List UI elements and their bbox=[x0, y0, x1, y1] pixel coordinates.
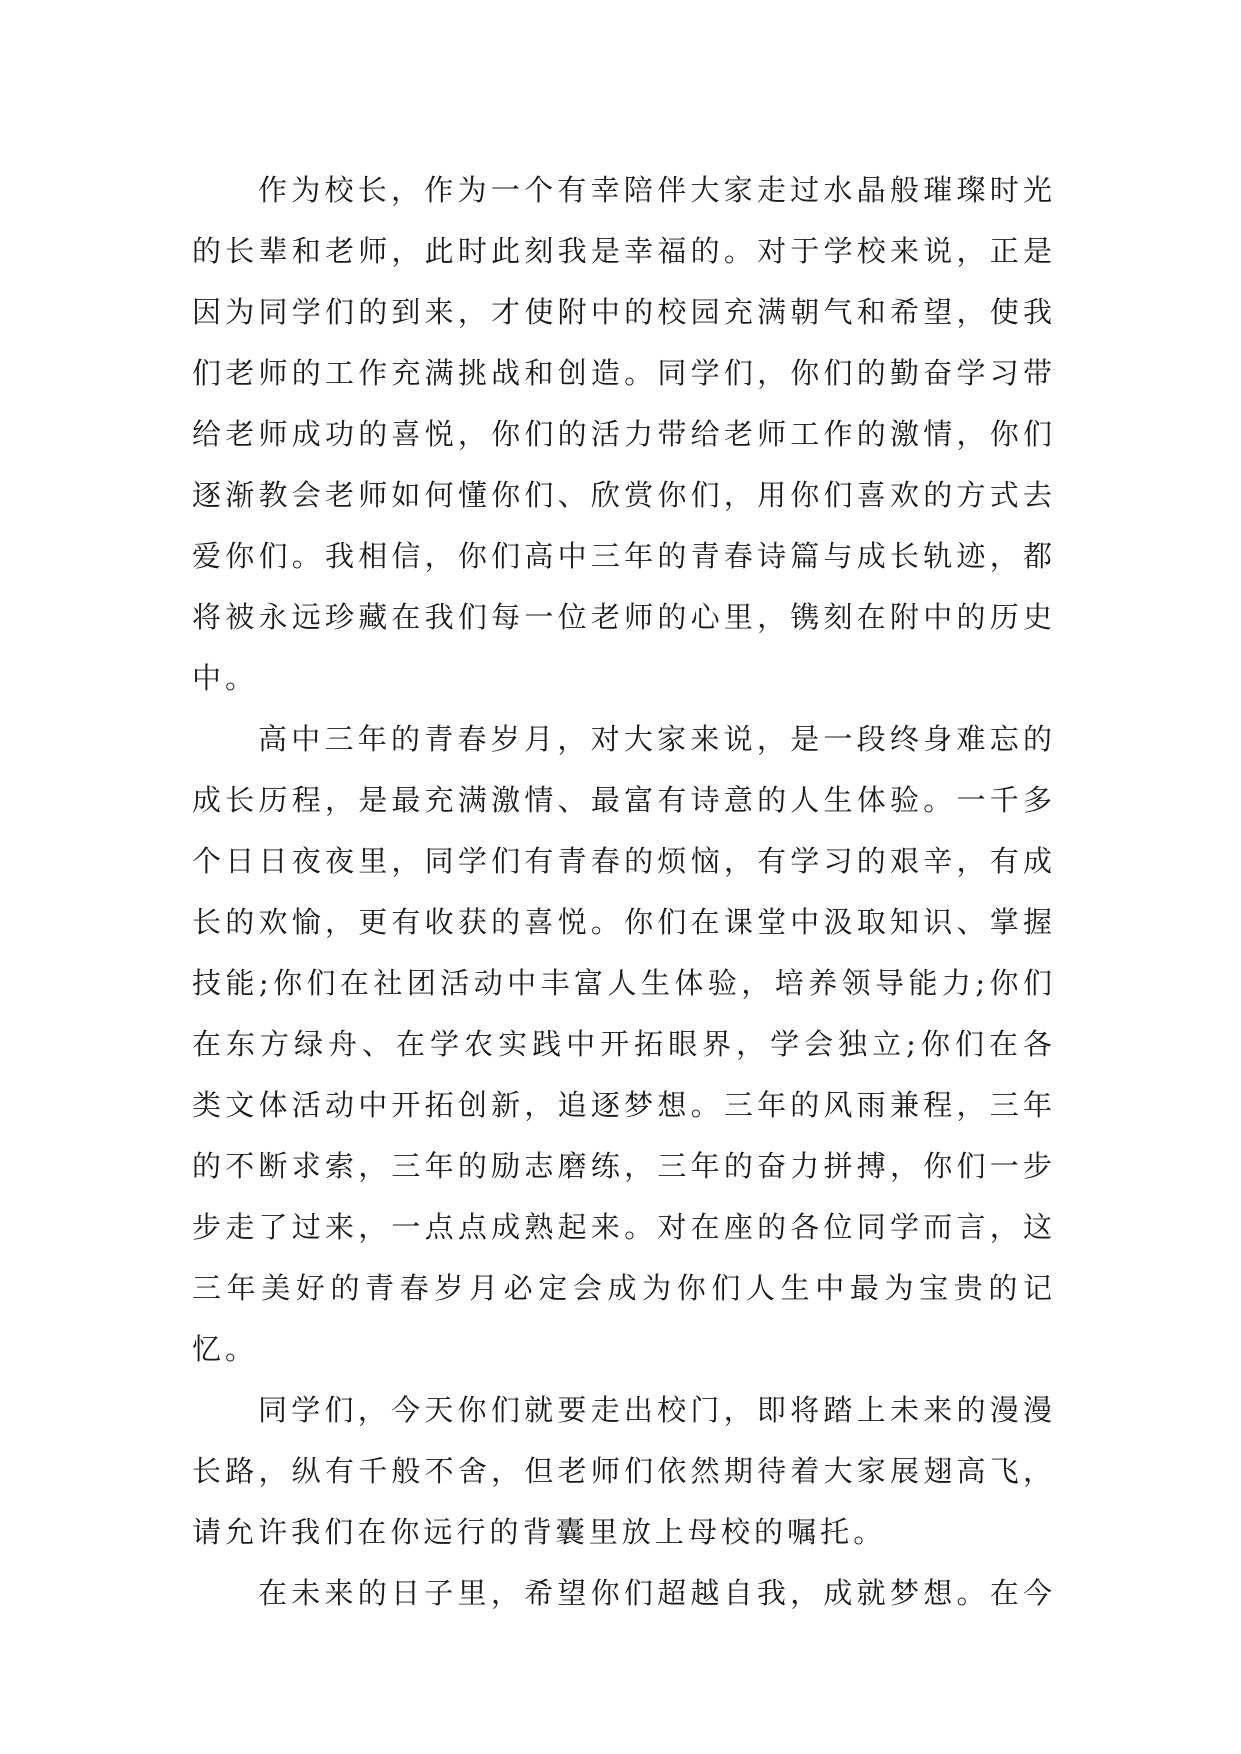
paragraph-line: 忆。 bbox=[192, 1332, 259, 1366]
paragraph-line: 逐渐教会老师如何懂你们、欣赏你们，用你们喜欢的方式去 bbox=[192, 478, 1052, 512]
paragraph-line: 高中三年的青春岁月，对大家来说，是一段终身难忘的 bbox=[258, 722, 1052, 756]
paragraph-3 bbox=[192, 1380, 1052, 1563]
paragraph-line: 的不断求索，三年的励志磨练，三年的奋力拼搏，你们一步 bbox=[192, 1149, 1052, 1183]
paragraph-line: 中。 bbox=[192, 661, 259, 695]
paragraph-line: 技能;你们在社团活动中丰富人生体验，培养领导能力;你们 bbox=[192, 966, 1052, 1000]
paragraph-line: 长路，纵有千般不舍，但老师们依然期待着大家展翅高飞， bbox=[192, 1454, 1052, 1488]
paragraph-line: 将被永远珍藏在我们每一位老师的心里，镌刻在附中的历史 bbox=[192, 600, 1052, 634]
paragraph-line: 个日日夜夜里，同学们有青春的烦恼，有学习的艰辛，有成 bbox=[192, 844, 1052, 878]
paragraph-line: 请允许我们在你远行的背囊里放上母校的嘱托。 bbox=[192, 1515, 887, 1549]
paragraph-line: 在东方绿舟、在学农实践中开拓眼界，学会独立;你们在各 bbox=[192, 1027, 1052, 1061]
paragraph-line: 成长历程，是最充满激情、最富有诗意的人生体验。一千多 bbox=[192, 783, 1052, 817]
paragraph-line: 因为同学们的到来，才使附中的校园充满朝气和希望，使我 bbox=[192, 295, 1052, 329]
paragraph-4 bbox=[192, 1563, 1052, 1624]
paragraph-line: 作为校长，作为一个有幸陪伴大家走过水晶般璀璨时光 bbox=[258, 173, 1052, 207]
paragraph-line: 类文体活动中开拓创新，追逐梦想。三年的风雨兼程，三年 bbox=[192, 1088, 1052, 1122]
paragraph-line: 长的欢愉，更有收获的喜悦。你们在课堂中汲取知识、掌握 bbox=[192, 905, 1052, 939]
paragraph-2 bbox=[192, 709, 1052, 1380]
paragraph-line: 在未来的日子里，希望你们超越自我，成就梦想。在今 bbox=[258, 1576, 1052, 1610]
paragraph-line: 步走了过来，一点点成熟起来。对在座的各位同学而言，这 bbox=[192, 1210, 1052, 1244]
paragraph-line: 的长辈和老师，此时此刻我是幸福的。对于学校来说，正是 bbox=[192, 234, 1052, 268]
document-body bbox=[192, 160, 1052, 1624]
paragraph-line: 爱你们。我相信，你们高中三年的青春诗篇与成长轨迹，都 bbox=[192, 539, 1052, 573]
paragraph-line: 三年美好的青春岁月必定会成为你们人生中最为宝贵的记 bbox=[192, 1271, 1052, 1305]
paragraph-line: 们老师的工作充满挑战和创造。同学们，你们的勤奋学习带 bbox=[192, 356, 1052, 390]
paragraph-line: 给老师成功的喜悦，你们的活力带给老师工作的激情，你们 bbox=[192, 417, 1052, 451]
paragraph-line: 同学们，今天你们就要走出校门，即将踏上未来的漫漫 bbox=[258, 1393, 1052, 1427]
paragraph-1 bbox=[192, 160, 1052, 709]
